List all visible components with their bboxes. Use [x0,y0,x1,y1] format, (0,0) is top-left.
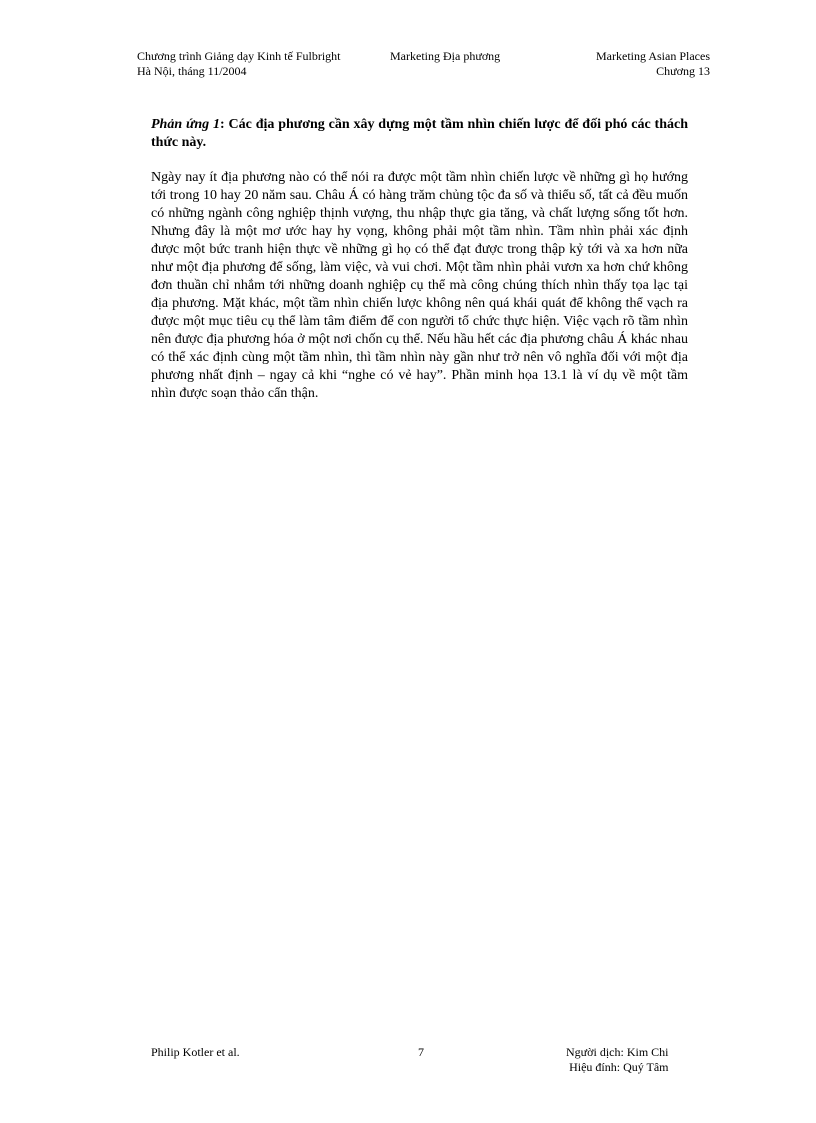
page-number: 7 [418,1045,424,1059]
footer-credits [566,1045,669,1075]
location-date: Hà Nội, tháng 11/2004 [137,64,247,78]
section-heading-text: : Các địa phương cần xây dựng một tầm nhìn chiến lược để đối phó các thách thức này. [151,117,688,150]
page-header-right [596,49,710,79]
course-title: Marketing Địa phương [390,49,501,63]
section-heading-lead: Phản ứng 1 [151,117,221,132]
book-title: Marketing Asian Places [596,49,710,63]
body-paragraph: Ngày nay ít địa phương nào có thể nói ra được một tầm nhìn chiến lược về những gì họ hướng tới trong 10 hay 20 năm sau. Châu Á có hàng trăm chủng tộc đa số và thiểu số, tất cả đều muốn có những ngành công nghiệp thịnh vượng, thu nhập thực gia tăng, và chất lượng sống tốt hơn. Nhưng đây là một mơ ước hay hy vọng, không phải một tầm nhìn. Tầm nhìn phải xác định được một bức tranh hiện thực về những gì họ có thể đạt được trong thập kỷ tới và xa hơn nữa như một địa phương để sống, làm việc, và vui chơi. Một tầm nhìn phải vươn xa hơn chứ không đơn thuần chỉ nhắm tới những doanh nghiệp cụ thể mà công chúng thích nhìn thấy tọa lạc tại địa phương. Mặt khác, một tầm nhìn chiến lược không nên quá khái quát để không thể vạch ra được một mục tiêu cụ thể làm tâm điểm để con người tổ chức thực hiện. Việc vạch rõ tầm nhìn nên được địa phương hóa ở một nơi chốn cụ thể. Nếu hầu hết các địa phương châu Á khác nhau có thể xác định cùng một tầm nhìn, thì tầm nhìn này gần như trở nên vô nghĩa đối với một địa phương nhất định – ngay cả khi “nghe có vẻ hay”. Phần minh họa 13.1 là ví dụ về một tầm nhìn được soạn thảo cẩn thận. [151,170,688,401]
editor: Hiệu đính: Quý Tâm [569,1060,669,1074]
page-header-left [137,49,341,79]
chapter-label: Chương 13 [656,64,710,78]
section-heading [151,116,688,152]
translator: Người dịch: Kim Chi [566,1045,669,1059]
main-content [151,116,688,403]
footer-author: Philip Kotler et al. [151,1045,240,1059]
page-header-middle [390,49,500,64]
program-name: Chương trình Giảng dạy Kinh tế Fulbright [137,49,341,63]
